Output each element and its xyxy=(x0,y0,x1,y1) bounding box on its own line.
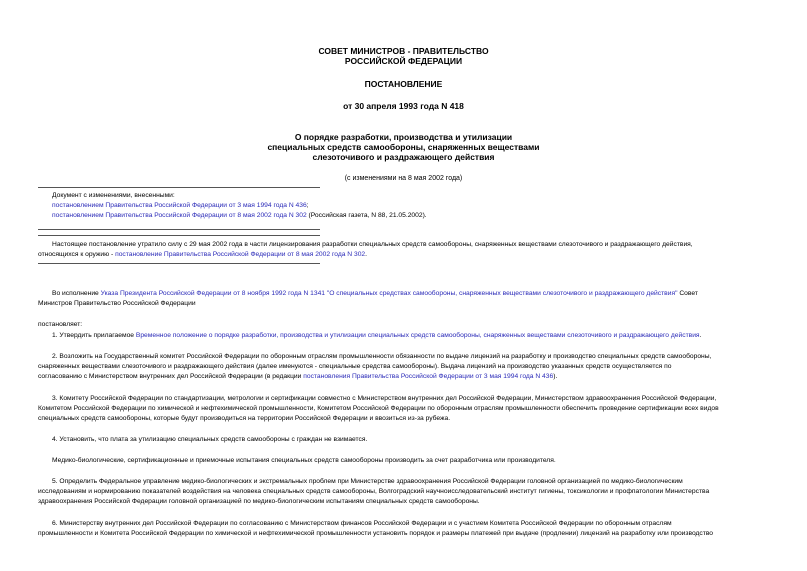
decrees-word: постановляет: xyxy=(38,321,83,328)
notice-line-1: Настоящее постановление утратило силу с 29 мая 2002 года в части лицензирования разработки специальных средств самообороны, снаряженных веществами слезоточивого и раздражающего действия, xyxy=(52,241,693,248)
notice-link[interactable]: постановление Правительства Российской Федерации от 8 мая 2002 года N 302 xyxy=(115,251,366,258)
paragraph-5-line-3: здравоохранения Российской Федерации головной организацией по медико-биологическим испытаниям специальных средств самообороны. xyxy=(38,498,480,505)
amendment-link-1994[interactable]: постановлением Правительства Российской Федерации от 3 мая 1994 года N 436 xyxy=(52,202,307,209)
changes-item-2: постановлением Правительства Российской Федерации от 8 мая 2002 года N 302 (Российская газета, N 88, 21.05.2002). xyxy=(52,212,427,219)
notice-line-2: относящихся к оружию - постановление Правительства Российской Федерации от 8 мая 2002 года N 302. xyxy=(38,251,368,258)
paragraph-6-line-1: 6. Министерству внутренних дел Российской Федерации по согласованию с Министерством финансов Российской Федерации и с участием Комитета Российской Федерации по оборонным отраслям xyxy=(52,520,672,527)
paragraph-4: 4. Установить, что плата за утилизацию специальных средств самообороны с граждан не взимается. xyxy=(52,436,368,443)
presidential-decree-link[interactable]: Указа Президента Российской Федерации от 8 ноября 1992 года N 1341 "О специальных средствах самообороны, снаряженных веществами слезоточивого и раздражающего действия" xyxy=(100,290,678,297)
paragraph-4b: Медико-биологические, сертификационные и приемочные испытания специальных средств самообороны производить за счет разработчика или производителя. xyxy=(52,457,556,464)
document-title-line-2: специальных средств самообороны, снаряженных веществами xyxy=(267,142,540,152)
amendment-link-2002[interactable]: постановлением Правительства Российской Федерации от 8 мая 2002 года N 302 xyxy=(52,212,307,219)
paragraph-5-line-1: 5. Определить Федеральное управление медико-биологических и экстремальных проблем при Министерстве здравоохранения Российской Федерации головной организацией по медико-биологическим xyxy=(52,478,683,485)
divider-notice-top xyxy=(38,235,320,236)
changes-item-1: постановлением Правительства Российской Федерации от 3 мая 1994 года N 436; xyxy=(52,202,309,209)
paragraph-3-line-2: Комитетом Российской Федерации по химической и нефтехимической промышленности, Комитетом Российской Федерации по оборонным отраслям промышленности обеспечить проведение сертификации всех видов xyxy=(38,405,719,412)
paragraph-1: 1. Утвердить прилагаемое Временное положение о порядке разработки, производства и утилизации специальных средств самообороны, снаряженных веществами слезоточивого и раздражающего действия. xyxy=(52,332,702,339)
divider-middle xyxy=(38,229,320,230)
paragraph-2-line-1: 2. Возложить на Государственный комитет Российской Федерации по оборонным отраслям промышленности обязанности по выдаче лицензий на разработку и производство специальных средств самообороны, xyxy=(52,353,712,360)
paragraph-3-line-1: 3. Комитету Российской Федерации по стандартизации, метрологии и сертификации совместно с Министерством внутренних дел Российской Федерации, Министерством здравоохранения Российской Федерации, xyxy=(52,395,717,402)
document-date: от 30 апреля 1993 года N 418 xyxy=(343,101,464,111)
divider-notice-bottom xyxy=(38,263,320,264)
preamble-line-2: Министров Правительство Российской Федерации xyxy=(38,300,196,307)
document-type: ПОСТАНОВЛЕНИЕ xyxy=(364,79,443,89)
issuer-line-1: СОВЕТ МИНИСТРОВ - ПРАВИТЕЛЬСТВО xyxy=(318,46,489,56)
document-title-line-1: О порядке разработки, производства и утилизации xyxy=(294,132,513,142)
resolution-1994-link[interactable]: постановления Правительства Российской Федерации от 3 мая 1994 года N 436 xyxy=(303,373,554,380)
paragraph-2-line-2: снаряженных веществами слезоточивого и раздражающего действия (далее именуются - специальные средства самообороны). Выдача лицензий на производство указанных средств осуществляется по xyxy=(38,363,672,370)
paragraph-2-line-3: согласованию с Министерством внутренних дел Российской Федерации (в редакции постановления Правительства Российской Федерации от 3 мая 1994 года N 436). xyxy=(38,373,558,380)
paragraph-3-line-3: специальных средств самообороны, которые будут производиться на территории Российской Федерации и ввозиться из-за рубежа. xyxy=(38,415,451,422)
document-title-line-3: слезоточивого и раздражающего действия xyxy=(312,152,495,162)
paragraph-6-line-2: промышленности и Комитета Российской Федерации по химической и нефтехимической промышленности установить порядок и размеры платежей при выдаче (продлении) лицензий на разработку или производство xyxy=(38,530,714,537)
issuer-line-2: РОССИЙСКОЙ ФЕДЕРАЦИИ xyxy=(344,56,463,66)
changes-intro: Документ с изменениями, внесенными: xyxy=(52,192,175,199)
paragraph-5-line-2: исследованиям и нормированию показателей воздействия на человека специальных средств самообороны, Волгоградский научноисследовательский институт гигиены, токсикологии и профпатологии Министерства xyxy=(38,488,710,495)
divider-top xyxy=(38,187,320,188)
preamble-line-1: Во исполнение Указа Президента Российской Федерации от 8 ноября 1992 года N 1341 "О специальных средствах самообороны, снаряженных веществами слезоточивого и раздражающего действия" Совет xyxy=(52,290,698,297)
amendment-note: (с изменениями на 8 мая 2002 года) xyxy=(344,175,463,182)
temporary-regulation-link[interactable]: Временное положение о порядке разработки, производства и утилизации специальных средств самообороны, снаряженных веществами слезоточивого и раздражающего действия xyxy=(135,332,700,339)
